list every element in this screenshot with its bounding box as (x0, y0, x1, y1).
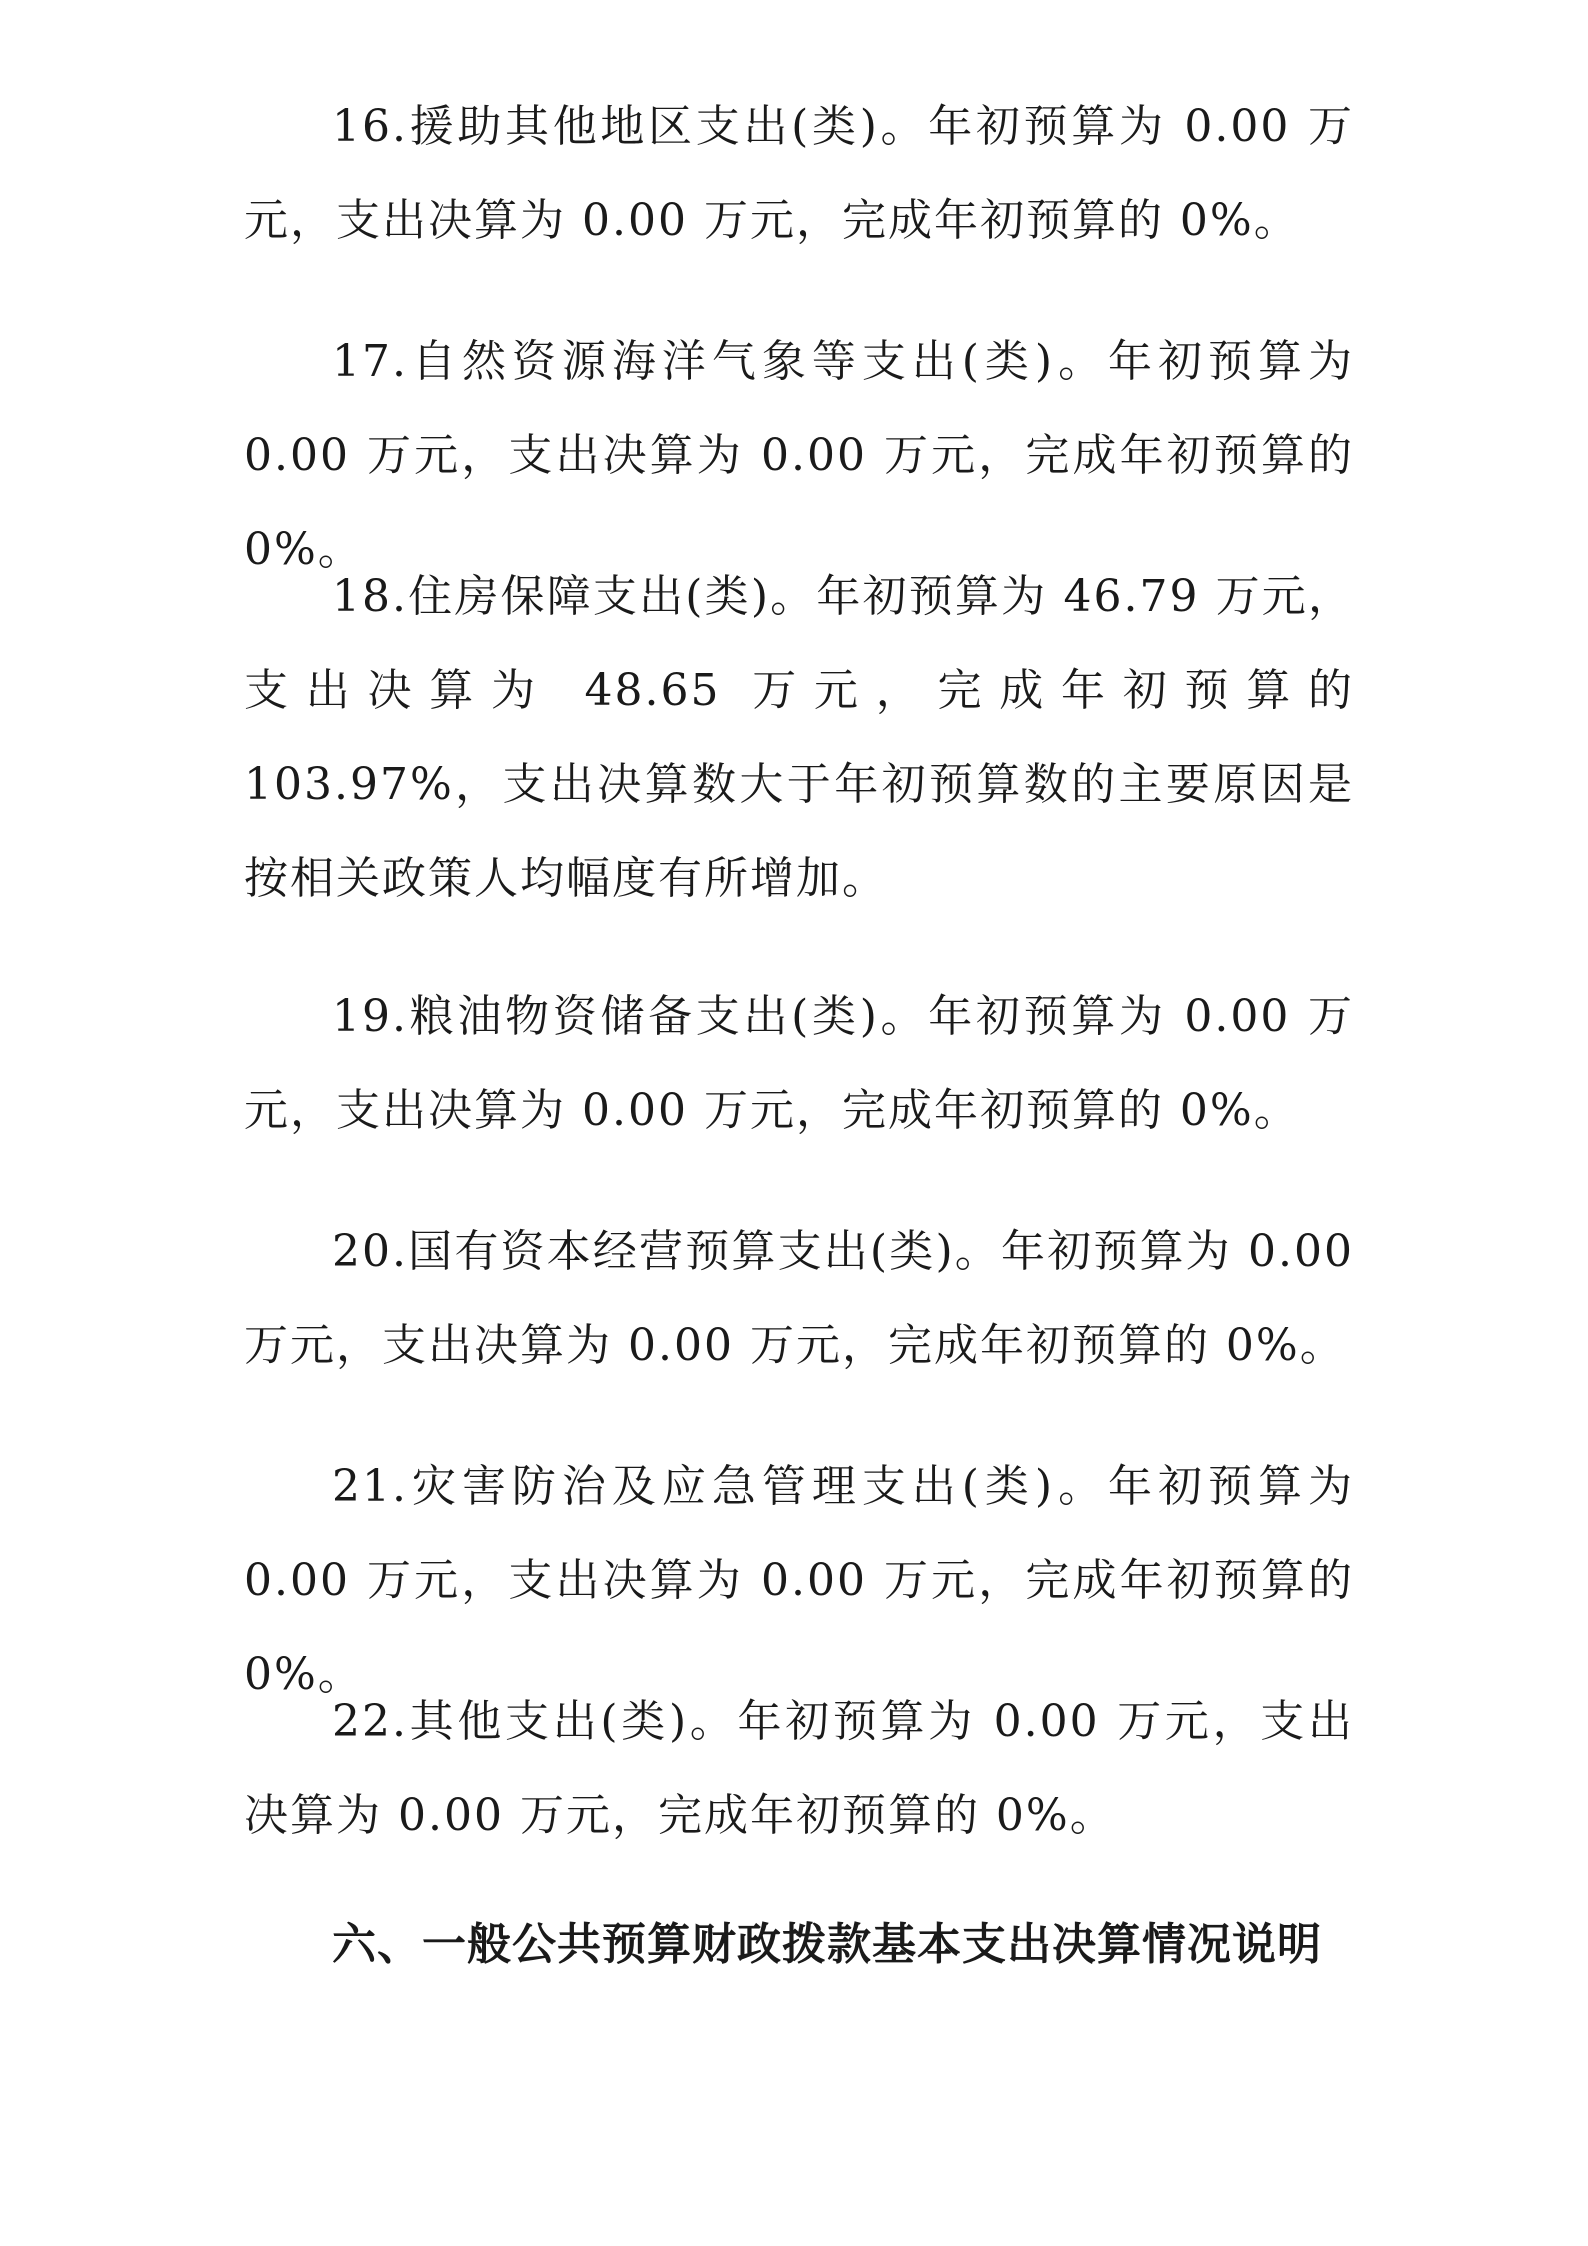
paragraph-item-16: 16.援助其他地区支出(类)。年初预算为 0.00 万元，支出决算为 0.00 万元，完成年初预算的 0%。 (244, 101, 1354, 246)
paragraph-item-17: 17.自然资源海洋气象等支出(类)。年初预算为 0.00 万元，支出决算为 0.00 万元，完成年初预算的 0%。 (244, 336, 1354, 575)
paragraph-item-19: 19.粮油物资储备支出(类)。年初预算为 0.00 万元，支出决算为 0.00 万元，完成年初预算的 0%。 (244, 991, 1354, 1136)
paragraph-item-20: 20.国有资本经营预算支出(类)。年初预算为 0.00 万元，支出决算为 0.00 万元，完成年初预算的 0%。 (244, 1226, 1354, 1371)
paragraph-item-21: 21.灾害防治及应急管理支出(类)。年初预算为 0.00 万元，支出决算为 0.00 万元，完成年初预算的 0%。 (244, 1461, 1354, 1700)
paragraph-item-18: 18.住房保障支出(类)。年初预算为 46.79 万元，支出决算为 48.65 万元，完成年初预算的 103.97%，支出决算数大于年初预算数的主要原因是按相关政策人均幅度有所增加。 (244, 571, 1354, 904)
section-heading: 六、一般公共预算财政拨款基本支出决算情况说明 (332, 1919, 1322, 1970)
paragraph-item-22: 22.其他支出(类)。年初预算为 0.00 万元，支出决算为 0.00 万元，完成年初预算的 0%。 (244, 1696, 1354, 1841)
